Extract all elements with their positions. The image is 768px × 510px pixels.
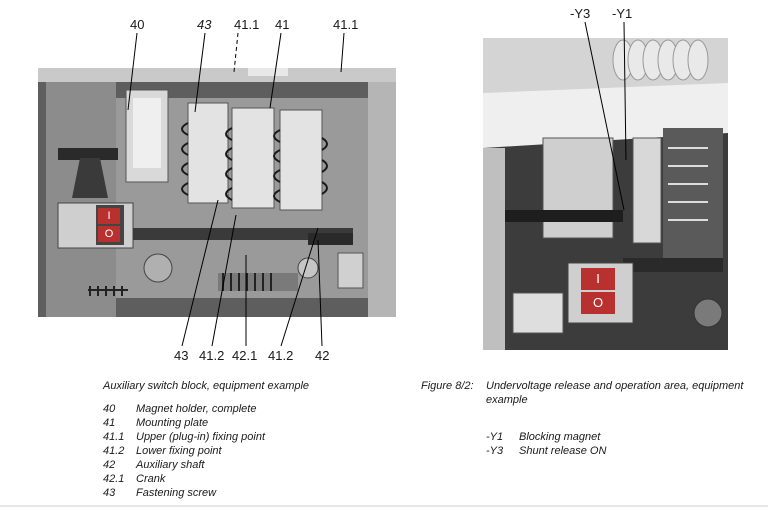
callout-y1: -Y1	[612, 6, 633, 21]
caption-left: Auxiliary switch block, equipment example	[103, 380, 310, 392]
legend-value: Lower fixing point	[136, 445, 222, 457]
legend-value: Shunt release ON	[519, 445, 607, 457]
callout-y3: -Y3	[570, 6, 591, 21]
leader-41-1-right	[341, 33, 344, 72]
callout-40: 40	[130, 17, 145, 32]
leader-41	[270, 33, 281, 108]
caption-right: Undervoltage release and operation area, equipment example	[486, 380, 744, 406]
callout-41-1-right: 41.1	[333, 17, 359, 32]
legend-key: 43	[103, 487, 116, 499]
legend-key: 42.1	[103, 473, 125, 485]
legend-key: -Y1	[486, 431, 504, 443]
leader-41-2-right	[281, 228, 318, 346]
legend-value: Magnet holder, complete	[136, 403, 257, 415]
legend-key: 41	[103, 417, 116, 429]
leader-43-top	[195, 33, 205, 112]
callout-41-2-right: 41.2	[268, 348, 294, 363]
legend-key: 41.2	[103, 445, 125, 457]
legend-value: Mounting plate	[136, 417, 209, 429]
badge-on-label: I	[107, 210, 111, 222]
legend-value: Auxiliary shaft	[136, 459, 205, 471]
callout-41: 41	[275, 17, 290, 32]
callout-42: 42	[315, 348, 330, 363]
legend-key: 40	[103, 403, 116, 415]
legend-value: Upper (plug-in) fixing point	[136, 431, 266, 443]
callout-41-1-left: 41.1	[234, 17, 260, 32]
legend-key: -Y3	[486, 445, 504, 457]
callout-42-1: 42.1	[232, 348, 258, 363]
figure-number-right: Figure 8/2:	[421, 380, 474, 392]
legend-value: Crank	[136, 473, 166, 485]
legend-key: 41.1	[103, 431, 125, 443]
legend-value: Blocking magnet	[519, 431, 601, 443]
leader-y1	[624, 22, 626, 160]
leader-41-1-left	[234, 33, 238, 72]
callout-43-bottom: 43	[174, 348, 189, 363]
leader-40	[128, 33, 137, 110]
callout-41-2-left: 41.2	[199, 348, 225, 363]
leader-42	[318, 240, 322, 346]
figure-label-mask	[34, 376, 96, 392]
legend-value: Fastening screw	[136, 487, 217, 499]
leader-41-2-left	[212, 215, 236, 346]
legend-key: 42	[103, 459, 116, 471]
badge-off-label: O	[104, 228, 114, 240]
badge-on-right-label: I	[596, 271, 600, 286]
callout-43-top: 43	[197, 17, 212, 32]
badge-off-right-label: O	[592, 295, 604, 310]
leader-43-bottom	[182, 200, 218, 346]
page-bottom-rule	[0, 505, 768, 507]
leader-y3	[585, 22, 624, 210]
